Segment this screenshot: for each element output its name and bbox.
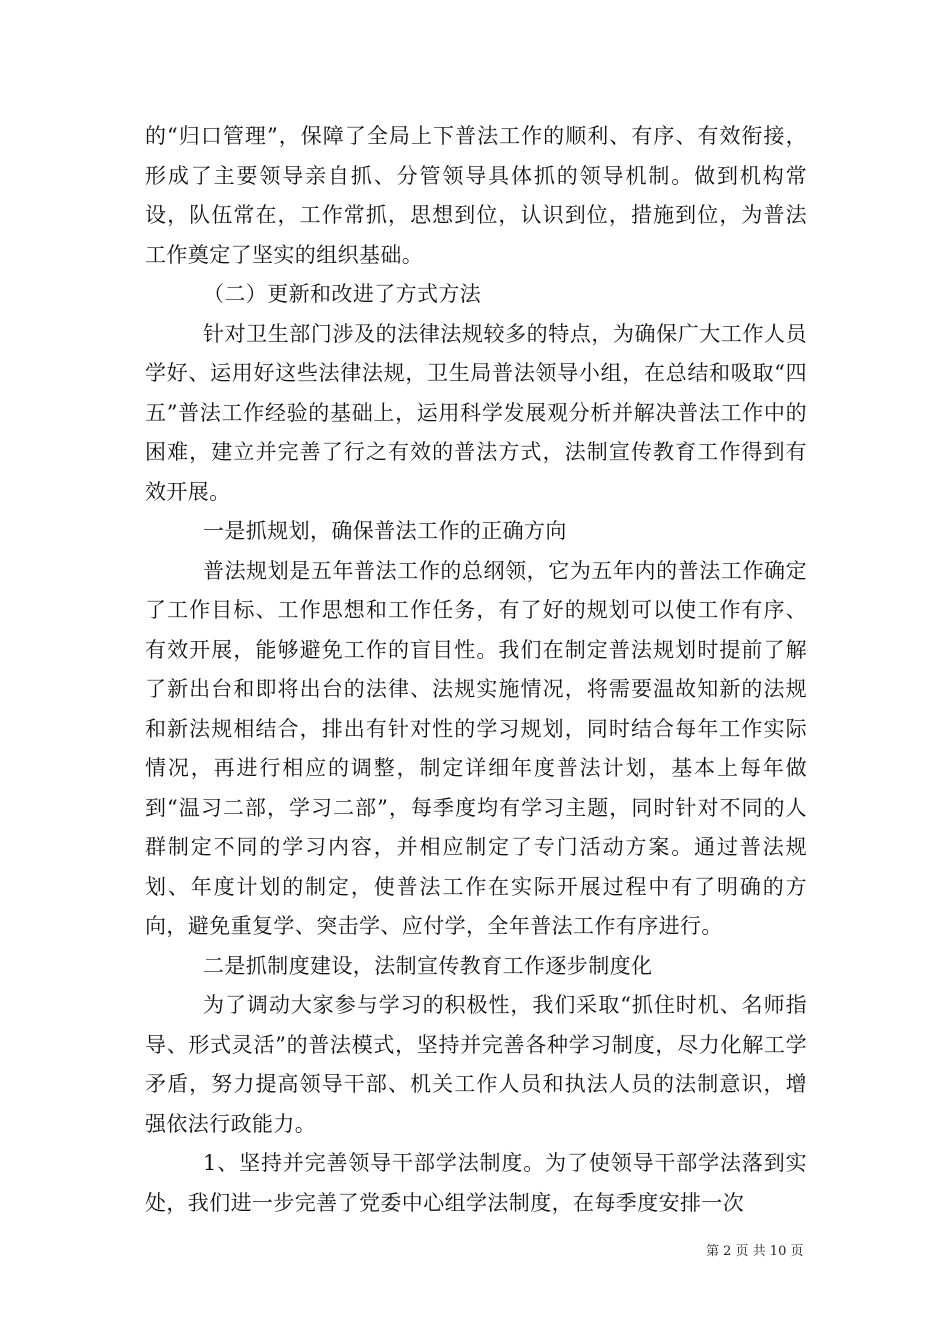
paragraph-1: 的“归口管理”，保障了全局上下普法工作的顺利、有序、有效衔接，形成了主要领导亲自抓、分管领导具体抓的领导机制。做到机构常设，队伍常在，工作常抓，思想到位，认识到位，措施到位，为普法工作奠定了坚实的组织基础。 xyxy=(145,124,807,267)
document-body xyxy=(145,117,807,1223)
subheading-planning: 一是抓规划，确保普法工作的正确方向 xyxy=(203,519,567,543)
paragraph-5: 普法规划是五年普法工作的总纲领，它为五年内的普法工作确定了工作目标、工作思想和工作任务，有了好的规划可以使工作有序、有效开展，能够避免工作的盲目性。我们在制定普法规划时提前了解了新出台和即将出台的法律、法规实施情况，将需要温故知新的法规和新法规相结合，排出有针对性的学习规划，同时结合每年工作实际情况，再进行相应的调整，制定详细年度普法计划，基本上每年做到“温习二部，学习二部”，每季度均有学习主题，同时针对不同的人群制定不同的学习内容，并相应制定了专门活动方案。通过普法规划、年度计划的制定，使普法工作在实际开展过程中有了明确的方向，避免重复学、突击学、应付学，全年普法工作有序进行。 xyxy=(145,558,807,938)
page-number: 第 2 页 共 10 页 xyxy=(706,1244,804,1259)
subheading-system-building: 二是抓制度建设，法制宣传教育工作逐步制度化 xyxy=(203,953,653,978)
paragraph-8: 1、坚持并完善领导干部学法制度。为了使领导干部学法落到实处，我们进一步完善了党委中心组学法制度，在每季度安排一次 xyxy=(145,1151,807,1215)
paragraph-3: 针对卫生部门涉及的法律法规较多的特点，为确保广大工作人员学好、运用好这些法律法规，卫生局普法领导小组，在总结和吸取“四五”普法工作经验的基础上，运用科学发展观分析并解决普法工作中的困难，建立并完善了行之有效的普法方式，法制宣传教育工作得到有效开展。 xyxy=(145,321,807,504)
section-heading-methods: （二）更新和改进了方式方法 xyxy=(203,282,482,306)
paragraph-7: 为了调动大家参与学习的积极性，我们采取“抓住时机、名师指导、形式灵活”的普法模式，坚持并完善各种学习制度，尽力化解工学矛盾，努力提高领导干部、机关工作人员和执法人员的法制意识，增强依法行政能力。 xyxy=(145,993,807,1136)
